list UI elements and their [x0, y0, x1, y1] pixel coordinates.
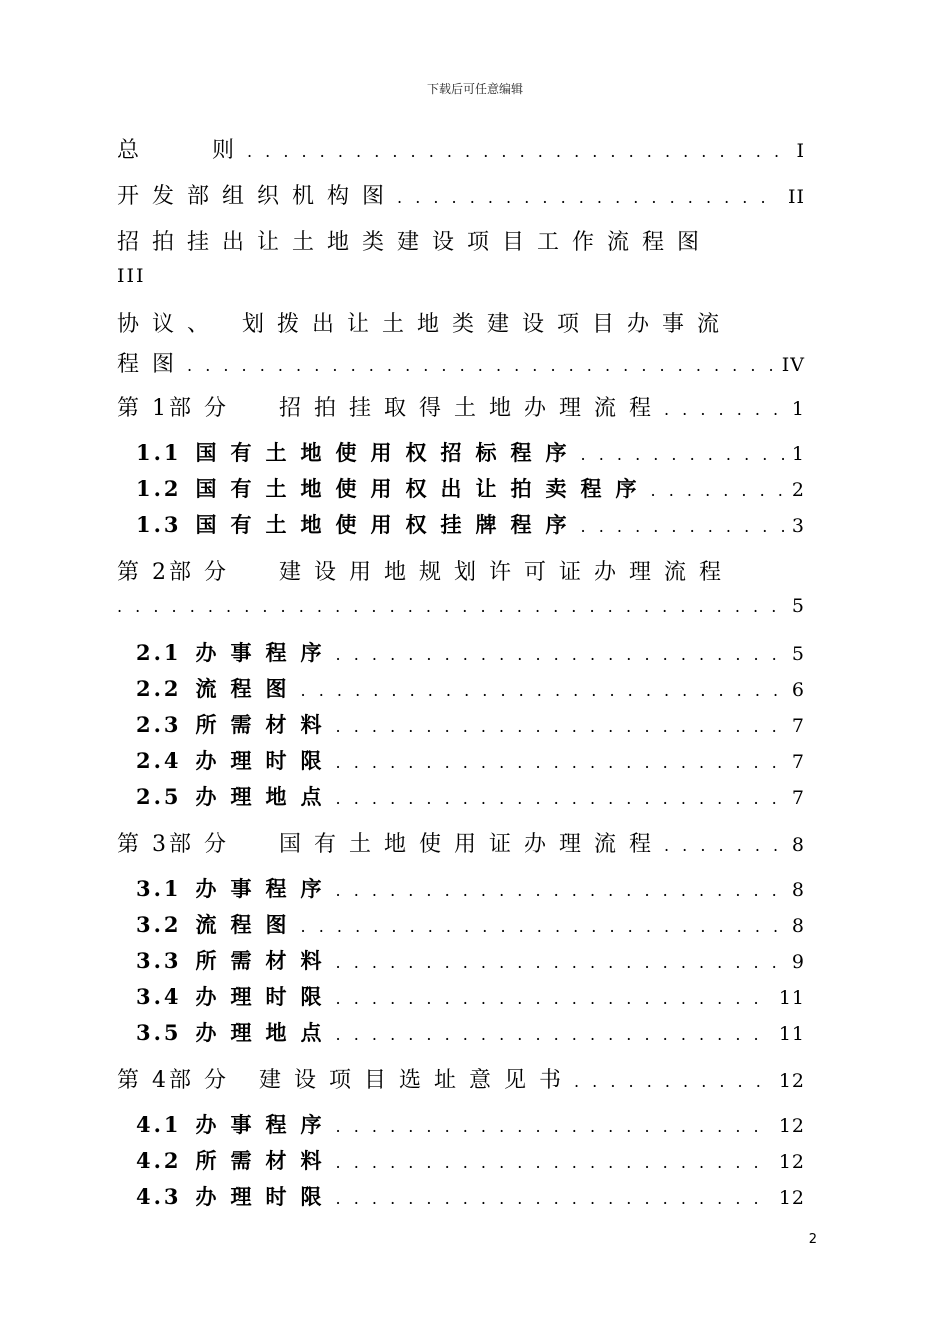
- toc-entry-number: 第 4: [117, 1068, 169, 1093]
- toc-entry-number: 3.2: [136, 912, 182, 937]
- toc-entry[interactable]: [117, 1181, 805, 1217]
- toc-entry-page: 8: [791, 879, 805, 901]
- toc-entry-page: 8: [791, 915, 805, 937]
- toc-entry-number: 2.2: [136, 676, 182, 701]
- toc-entry[interactable]: [117, 945, 805, 981]
- dot-leader: [581, 445, 784, 464]
- toc-entry-title: 流程图: [195, 913, 301, 937]
- toc-entry-page: 12: [778, 1187, 805, 1209]
- toc-entry[interactable]: [117, 637, 805, 673]
- toc-entry[interactable]: [117, 307, 805, 391]
- dot-leader: [336, 1153, 771, 1172]
- toc-entry-title: 开发部组织机构图: [117, 184, 398, 209]
- toc-entry-page: 7: [791, 751, 805, 773]
- table-of-contents: [117, 133, 805, 1217]
- toc-entry[interactable]: [117, 709, 805, 745]
- toc-entry[interactable]: [117, 1145, 805, 1181]
- toc-entry[interactable]: [117, 873, 805, 909]
- toc-entry[interactable]: [117, 781, 805, 827]
- toc-entry-page: 11: [778, 987, 805, 1009]
- toc-entry[interactable]: [117, 225, 805, 307]
- toc-entry-number: 第 1: [117, 396, 169, 421]
- toc-entry-page: 9: [791, 951, 805, 973]
- dot-leader: [651, 481, 784, 500]
- dot-leader: [301, 681, 784, 700]
- toc-entry-page: 5: [791, 643, 805, 665]
- toc-entry-page: 3: [791, 515, 805, 537]
- toc-entry-title: 办事程序: [195, 1113, 336, 1137]
- toc-entry-page: 7: [791, 787, 805, 809]
- toc-entry-number: 第 3: [117, 832, 169, 857]
- toc-entry-title: 国有土地使用权招标程序: [195, 441, 581, 465]
- toc-entry-number: 第 2: [117, 560, 169, 585]
- toc-entry-title: 办理地点: [195, 785, 336, 809]
- toc-entry-number: 2.1: [136, 640, 182, 665]
- toc-entry-page: 12: [778, 1115, 805, 1137]
- toc-entry-page: 5: [791, 595, 805, 617]
- dot-leader: [187, 356, 774, 375]
- toc-entry[interactable]: [117, 179, 805, 225]
- toc-entry-page: 7: [791, 715, 805, 737]
- toc-entry-title: 办理时限: [195, 749, 336, 773]
- toc-entry-page: 8: [791, 834, 805, 856]
- dot-leader: [336, 753, 784, 772]
- toc-entry[interactable]: [117, 909, 805, 945]
- toc-entry[interactable]: [117, 555, 805, 637]
- toc-entry-title: 流程图: [195, 677, 301, 701]
- dot-leader: [581, 517, 784, 536]
- toc-entry[interactable]: [117, 827, 805, 873]
- dot-leader: [664, 836, 784, 855]
- toc-entry[interactable]: [117, 745, 805, 781]
- page-header: 下载后可任意编辑: [426, 82, 523, 96]
- dot-leader: [336, 881, 784, 900]
- toc-entry-page: 12: [778, 1070, 805, 1092]
- toc-entry-page: 11: [778, 1023, 805, 1045]
- toc-entry-title: 所需材料: [195, 713, 336, 737]
- toc-entry[interactable]: [117, 1109, 805, 1145]
- dot-leader: [336, 1117, 771, 1136]
- toc-entry[interactable]: [117, 437, 805, 473]
- toc-entry-number: 3.1: [136, 876, 182, 901]
- toc-entry[interactable]: [117, 509, 805, 555]
- toc-entry-title: 所需材料: [195, 1149, 336, 1173]
- dot-leader: [301, 917, 784, 936]
- toc-entry-title: 国有土地使用权出让拍卖程序: [195, 477, 651, 501]
- toc-entry-number: 2.3: [136, 712, 182, 737]
- page-number: 2: [808, 1232, 817, 1247]
- toc-entry-number: 2.4: [136, 748, 182, 773]
- toc-entry[interactable]: [117, 1063, 805, 1109]
- toc-entry-page: 2: [791, 479, 805, 501]
- toc-entry-number: 1.1: [136, 440, 182, 465]
- toc-entry-page: II: [787, 186, 805, 208]
- toc-entry[interactable]: [117, 981, 805, 1017]
- toc-entry[interactable]: [117, 1017, 805, 1063]
- toc-entry-title: 办理时限: [195, 985, 336, 1009]
- toc-entry-page: 6: [791, 679, 805, 701]
- toc-entry-page: I: [796, 140, 805, 162]
- toc-entry[interactable]: [117, 473, 805, 509]
- toc-entry-number: 4.1: [136, 1112, 182, 1137]
- dot-leader: [336, 717, 784, 736]
- dot-leader: [336, 1025, 771, 1044]
- dot-leader: [247, 142, 789, 161]
- toc-entry-title: 部分 建设项目选址意见书: [169, 1068, 574, 1093]
- toc-entry-number: 3.3: [136, 948, 182, 973]
- toc-entry[interactable]: [117, 391, 805, 437]
- toc-entry-number: 1.3: [136, 512, 182, 537]
- dot-leader: [664, 400, 784, 419]
- toc-entry-page: 12: [778, 1151, 805, 1173]
- toc-entry-title: 办理地点: [195, 1021, 336, 1045]
- toc-entry-number: 1.2: [136, 476, 182, 501]
- toc-entry-title: 办理时限: [195, 1185, 336, 1209]
- dot-leader: [336, 1189, 771, 1208]
- toc-entry-title: 部分 建设用地规划许可证办理流程: [169, 560, 734, 585]
- toc-entry-number: 2.5: [136, 784, 182, 809]
- toc-entry-page: IV: [781, 354, 805, 376]
- toc-entry-title: 部分 国有土地使用证办理流程: [169, 832, 664, 857]
- toc-entry-page: 1: [791, 443, 805, 465]
- dot-leader: [574, 1072, 771, 1091]
- toc-entry-title: 部分 招拍挂取得土地办理流程: [169, 396, 664, 421]
- toc-entry-number: 3.4: [136, 984, 182, 1009]
- toc-entry-title-line1: 协议、 划拨出让土地类建设项目办事流: [117, 312, 732, 337]
- dot-leader: [117, 597, 784, 616]
- toc-entry-title: 国有土地使用权挂牌程序: [195, 513, 581, 537]
- toc-entry-title: 所需材料: [195, 949, 336, 973]
- toc-entry-title: 总 则: [117, 138, 247, 163]
- dot-leader: [336, 789, 784, 808]
- toc-entry-title: 办事程序: [195, 641, 336, 665]
- toc-entry[interactable]: [117, 673, 805, 709]
- toc-entry-number: 3.5: [136, 1020, 182, 1045]
- toc-entry-title: 招拍挂出让土地类建设项目工作流程图: [117, 230, 713, 255]
- dot-leader: [336, 989, 771, 1008]
- toc-entry-title: 办事程序: [195, 877, 336, 901]
- dot-leader: [336, 645, 784, 664]
- toc-entry-page: III: [117, 265, 146, 287]
- toc-entry-page: 1: [791, 398, 805, 420]
- toc-entry-title: 程图: [117, 352, 188, 377]
- toc-entry-number: 4.2: [136, 1148, 182, 1173]
- dot-leader: [397, 188, 780, 207]
- toc-entry[interactable]: [117, 133, 805, 179]
- toc-entry-number: 4.3: [136, 1184, 182, 1209]
- dot-leader: [336, 953, 784, 972]
